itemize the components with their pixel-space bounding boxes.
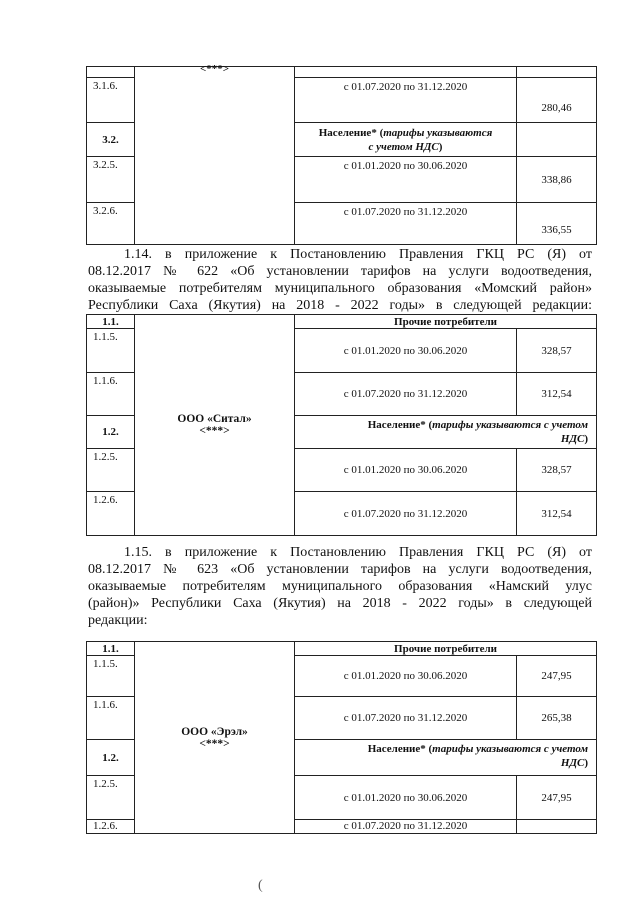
period-cell: с 01.07.2020 по 31.12.2020 bbox=[295, 373, 517, 416]
tariff-value: 247,95 bbox=[517, 776, 597, 820]
paragraph-1-14 bbox=[88, 246, 592, 314]
row-number: 1.1.5. bbox=[87, 329, 135, 373]
org-cell bbox=[135, 315, 295, 536]
footer-mark: ( bbox=[258, 878, 263, 893]
row-number: 1.2.5. bbox=[87, 449, 135, 492]
row-number: 1.1.5. bbox=[87, 656, 135, 697]
paragraph-line: Республики Саха (Якутия) на 2018 - 2022 годы» в следующей редакции: bbox=[88, 298, 592, 313]
tariff-value: 280,46 bbox=[517, 78, 597, 123]
tariff-value bbox=[517, 820, 597, 834]
section-number: 3.2. bbox=[87, 123, 135, 157]
section-number: 1.1. bbox=[87, 315, 135, 329]
org-cell bbox=[135, 63, 295, 245]
org-cell bbox=[135, 642, 295, 834]
category-header: Прочие потребители bbox=[295, 315, 597, 329]
row-number: 1.2.6. bbox=[87, 492, 135, 536]
paragraph-line: оказываемые потребителям муниципального образования «Момский район» bbox=[88, 281, 592, 296]
row-number: 3.2.6. bbox=[87, 203, 135, 245]
period-cell: с 01.01.2020 по 30.06.2020 bbox=[295, 157, 517, 203]
tariff-value: 312,54 bbox=[517, 373, 597, 416]
org-name: ООО «Ситал» bbox=[177, 413, 252, 425]
tariff-value: 328,57 bbox=[517, 329, 597, 373]
paragraph-1-15 bbox=[88, 544, 592, 629]
row-number: 1.1.6. bbox=[87, 697, 135, 740]
row-number: 3.1.6. bbox=[87, 78, 135, 123]
period-cell: с 01.07.2020 по 31.12.2020 bbox=[295, 697, 517, 740]
paragraph-line: 08.12.2017 № 623 «Об установлении тарифов на услуги водоотведения, bbox=[88, 562, 592, 577]
tariff-value: 265,38 bbox=[517, 697, 597, 740]
org-name: ООО «Эрэл» bbox=[181, 725, 248, 738]
paragraph-line: 1.15. в приложение к Постановлению Правления ГКЦ РС (Я) от bbox=[124, 545, 592, 560]
paragraph-line: оказываемые потребителям муниципального образования «Намский улус bbox=[88, 579, 592, 594]
row-number: 3.2.5. bbox=[87, 157, 135, 203]
tariff-table-2 bbox=[86, 314, 597, 536]
period-cell: с 01.07.2020 по 31.12.2020 bbox=[295, 203, 517, 245]
paragraph-line: 08.12.2017 № 622 «Об установлении тарифов на услуги водоотведения, bbox=[88, 264, 592, 279]
category-header: Население* (тарифы указываются с учетом НДС) bbox=[295, 123, 517, 157]
org-code: <***> bbox=[199, 425, 230, 437]
tariff-value: 312,54 bbox=[517, 492, 597, 536]
section-number: 1.2. bbox=[87, 740, 135, 776]
table-row bbox=[87, 67, 597, 78]
table-row bbox=[87, 315, 597, 329]
paragraph-line: 1.14. в приложение к Постановлению Правления ГКЦ РС (Я) от bbox=[124, 247, 592, 262]
tariff-value: 338,86 bbox=[517, 157, 597, 203]
period-cell: с 01.01.2020 по 30.06.2020 bbox=[295, 329, 517, 373]
tariff-value: 247,95 bbox=[517, 656, 597, 697]
category-header: Прочие потребители bbox=[295, 642, 597, 656]
tariff-value: 328,57 bbox=[517, 449, 597, 492]
period-cell: с 01.07.2020 по 31.12.2020 bbox=[295, 78, 517, 123]
period-cell: с 01.01.2020 по 30.06.2020 bbox=[295, 656, 517, 697]
org-code: <***> bbox=[199, 737, 230, 750]
row-number: 1.1.6. bbox=[87, 373, 135, 416]
period-cell: с 01.07.2020 по 31.12.2020 bbox=[295, 492, 517, 536]
org-code: <***> bbox=[199, 63, 230, 75]
category-header: Население* (тарифы указываются с учетом НДС) bbox=[295, 416, 597, 449]
tariff-table-3 bbox=[86, 641, 597, 834]
table-row bbox=[87, 642, 597, 656]
tariff-value: 336,55 bbox=[517, 203, 597, 245]
period-cell: с 01.01.2020 по 30.06.2020 bbox=[295, 776, 517, 820]
section-number: 1.1. bbox=[87, 642, 135, 656]
tariff-table-1 bbox=[86, 63, 597, 245]
section-number: 1.2. bbox=[87, 416, 135, 449]
category-header: Население* (тарифы указываются с учетом НДС) bbox=[295, 740, 597, 776]
paragraph-line: (район)» Республики Саха (Якутия) на 2018 - 2022 годы» в следующей bbox=[88, 596, 592, 611]
paragraph-line: редакции: bbox=[88, 613, 148, 628]
row-number: 1.2.5. bbox=[87, 776, 135, 820]
period-cell: с 01.01.2020 по 30.06.2020 bbox=[295, 449, 517, 492]
period-cell: с 01.07.2020 по 31.12.2020 bbox=[295, 820, 517, 834]
row-number: 1.2.6. bbox=[87, 820, 135, 834]
